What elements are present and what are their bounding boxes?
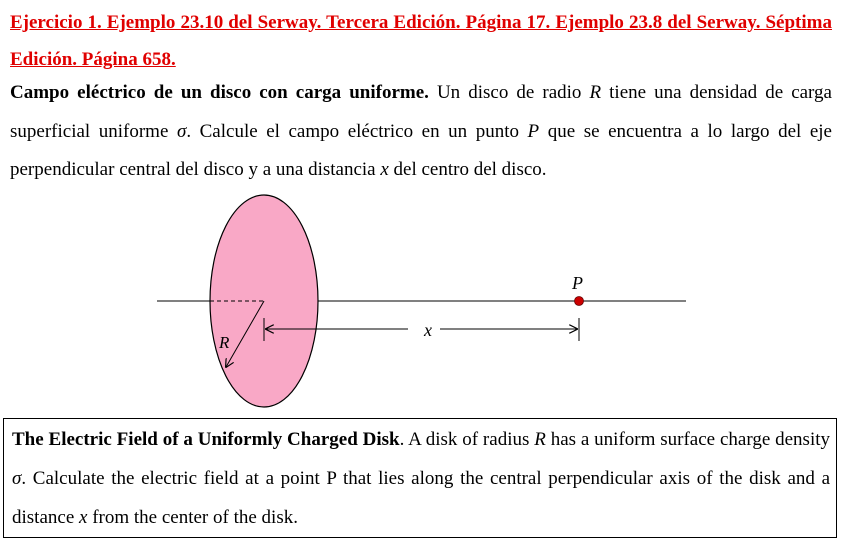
point-label: P bbox=[572, 273, 583, 293]
english-distance-variable: x bbox=[79, 507, 88, 528]
radius-label: R bbox=[219, 333, 230, 352]
spanish-text-1: Un disco de radio bbox=[428, 82, 590, 103]
spanish-problem-statement bbox=[10, 74, 832, 190]
spanish-text-3: . Calcule el campo eléctrico en un punto bbox=[186, 120, 528, 142]
spanish-text-5: del centro del disco. bbox=[388, 159, 547, 180]
spanish-text-2: tiene una densidad de carga superficial uniforme bbox=[10, 82, 832, 142]
sigma-variable: σ bbox=[176, 120, 187, 142]
english-text-3: . Calculate the electric field at a point P that lies along the central perpendicular axis of the disk and a distance bbox=[12, 468, 830, 528]
exercise-title: Ejercicio 1. Ejemplo 23.10 del Serway. Tercera Edición. Página 17. Ejemplo 23.8 del Serway. Séptima Edición. Página 658. bbox=[10, 12, 832, 70]
point-variable: P bbox=[527, 120, 540, 142]
english-translation-box bbox=[3, 418, 837, 538]
english-text-1: . A disk of radius bbox=[399, 429, 535, 450]
charged-disk-diagram bbox=[0, 185, 842, 415]
english-problem-statement bbox=[12, 420, 830, 537]
distance-label: x bbox=[424, 320, 432, 340]
distance-variable: x bbox=[380, 159, 389, 180]
field-point-marker bbox=[575, 297, 584, 306]
english-text-4: from the center of the disk. bbox=[87, 507, 298, 528]
spanish-heading: Campo eléctrico de un disco con carga uniforme. bbox=[10, 82, 429, 103]
english-radius-variable: R bbox=[534, 429, 546, 450]
english-heading: The Electric Field of a Uniformly Charged Disk bbox=[12, 429, 400, 450]
radius-variable: R bbox=[589, 82, 602, 103]
english-text-2: has a uniform surface charge density bbox=[545, 429, 830, 450]
english-sigma-variable: σ bbox=[12, 468, 22, 489]
spanish-text-4: que se encuentra a lo largo del eje perpendicular central del disco y a una distancia bbox=[10, 120, 832, 180]
